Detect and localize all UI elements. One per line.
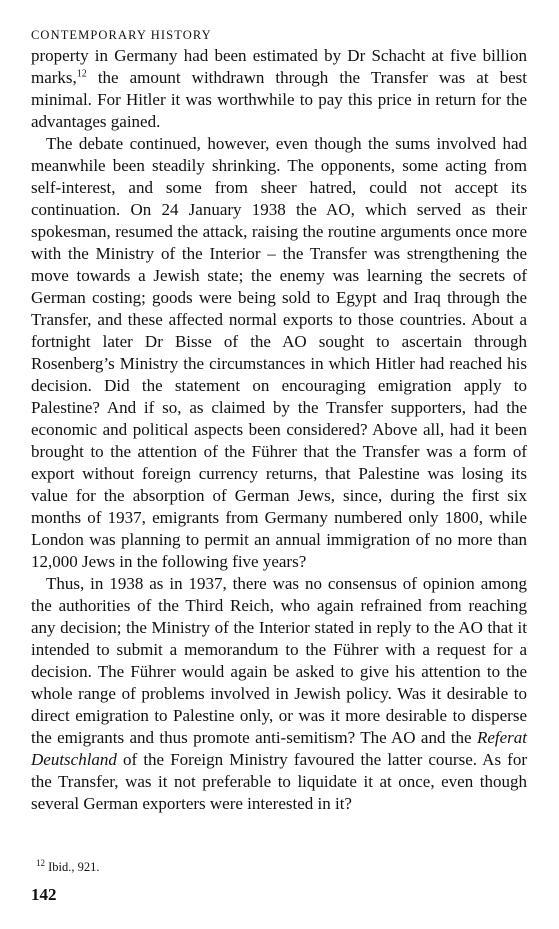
paragraph-1 <box>31 45 527 133</box>
paragraph-2: The debate continued, however, even though the sums involved had meanwhile been steadily shrinking. The opponents, some acting from self-interest, and some from sheer hatred, could not accept its continuation. On 24 January 1938 the AO, which served as their spokesman, resumed the attack, raising the routine arguments once more with the Ministry of the Interior – the Transfer was strengthening the move towards a Jewish state; the enemy was learning the secrets of German costing; goods were being sold to Egypt and Iraq through the Transfer, and these affected normal exports to those countries. About a fortnight later Dr Bisse of the AO sought to ascertain through Rosenberg’s Ministry the circumstances in which Hitler had reached his decision. Did the statement on encouraging emigration apply to Palestine? And if so, as claimed by the Transfer supporters, had the economic and political aspects been considered? Above all, had it been brought to the attention of the Führer that the Transfer was a form of export without foreign currency returns, that Palestine was losing its value for the absorption of German Jews, since, during the first six months of 1937, emigrants from Germany numbered only 1800, while London was planning to permit an annual immigration of no more than 12,000 Jews in the following five years? <box>31 134 527 571</box>
footnote-text: Ibid., 921. <box>45 860 100 874</box>
paragraph-3 <box>31 573 527 815</box>
paragraph-3-part-b: of the Foreign Ministry favoured the latter course. As for the Transfer, was it not preferable to liquidate it at once, even though several German exporters were interested in it? <box>31 750 527 813</box>
footnote <box>36 857 100 875</box>
page-number: 142 <box>31 885 57 904</box>
body-text <box>31 45 527 815</box>
paragraph-3-italic: Referat Deutschland <box>31 728 527 769</box>
footnote-ref: 12 <box>76 68 87 80</box>
paragraph-3-part-a: Thus, in 1938 as in 1937, there was no consensus of opinion among the authorities of the Third Reich, who again refrained from reaching any decision; the Ministry of the Interior stated in reply to the AO that it intended to submit a memorandum to the Führer with a request for a decision. The Führer would again be asked to give his attention to the whole range of problems involved in Jewish policy. Was it desirable to direct emigration to Palestine only, or was it more desirable to disperse the emigrants and thus promote anti-semitism? The AO and the <box>31 574 527 747</box>
paragraph-1-part-b: the amount withdrawn through the Transfer was at best minimal. For Hitler it was worthwhile to pay this price in return for the advantages gained. <box>31 68 527 131</box>
paragraph-1-part-a: property in Germany had been estimated by Dr Schacht at five billion marks, <box>31 46 527 87</box>
running-head: CONTEMPORARY HISTORY <box>31 28 212 42</box>
footnote-number: 12 <box>36 857 45 868</box>
